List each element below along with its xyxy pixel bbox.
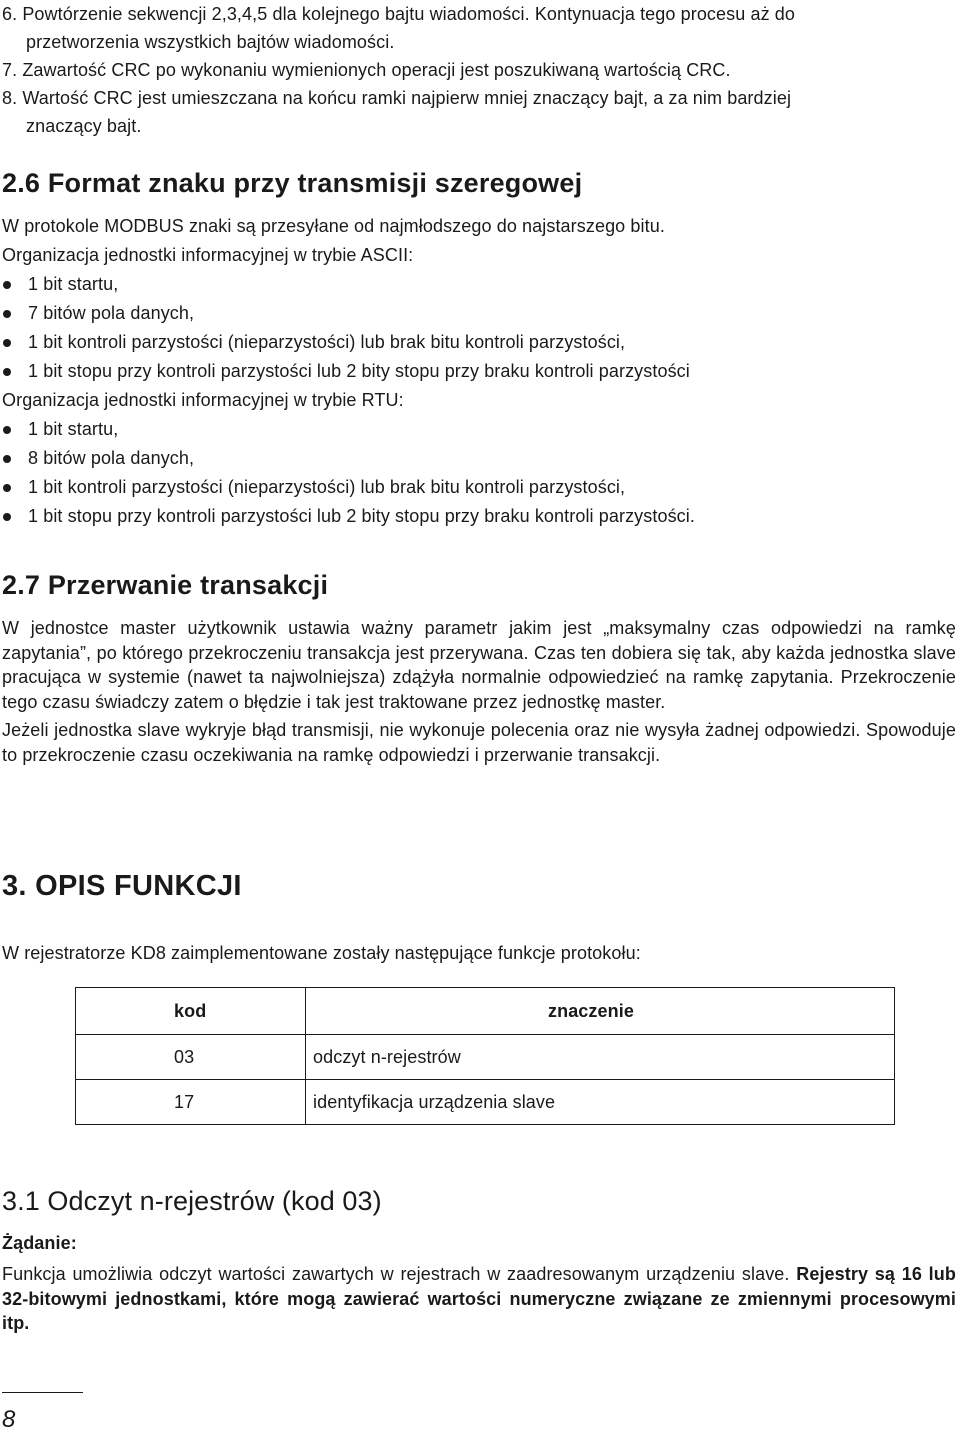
list-item-8 [2, 84, 956, 112]
table-header-znaczenie: znaczenie [306, 988, 895, 1035]
list-item: 1 bit startu, [2, 270, 956, 299]
list-item: 1 bit startu, [2, 415, 956, 444]
table-cell-meaning: odczyt n-rejestrów [306, 1035, 895, 1080]
table-row [76, 1035, 895, 1080]
list-item: 7 bitów pola danych, [2, 299, 956, 328]
section-3-1-heading: 3.1 Odczyt n-rejestrów (kod 03) [2, 1186, 382, 1216]
list-item-7 [2, 56, 956, 84]
table-cell-code: 03 [76, 1035, 306, 1080]
table-cell-meaning: identyfikacja urządzenia slave [306, 1080, 895, 1125]
list-item-8-continuation: znaczący bajt. [26, 116, 142, 136]
ascii-bullet-list [2, 270, 956, 386]
table-header-kod: kod [76, 988, 306, 1035]
list-number: 8. [2, 88, 18, 108]
numbered-list [2, 0, 956, 140]
list-item: 1 bit kontroli parzystości (nieparzystości) lub brak bitu kontroli parzystości, [2, 328, 956, 357]
paragraph-normal-text: Funkcja umożliwia odczyt wartości zawartych w rejestrach w zaadresowanym urządzeniu slave. [2, 1264, 797, 1284]
table-cell-code: 17 [174, 1091, 195, 1112]
section-2-6-heading: 2.6 Format znaku przy transmisji szeregowej [2, 168, 583, 198]
table-row [76, 1080, 895, 1125]
section-2-7-body [2, 616, 956, 767]
list-item: 8 bitów pola danych, [2, 444, 956, 473]
paragraph-bold-text: Rejestry są 16 lub 32-bitowymi jednostkami, które mogą zawierać wartości numeryczne związane ze zmiennymi procesowymi itp. [2, 1264, 956, 1333]
rtu-bullet-list [2, 415, 956, 531]
list-number: 6. [2, 4, 18, 24]
table-header-row [76, 988, 895, 1035]
list-text: Zawartość CRC po wykonaniu wymienionych operacji jest poszukiwaną wartością CRC. [22, 60, 731, 80]
list-item-6 [2, 0, 956, 28]
list-text: Powtórzenie sekwencji 2,3,4,5 dla kolejnego bajtu wiadomości. Kontynuacja tego procesu aż do [22, 4, 795, 24]
list-number: 7. [2, 60, 18, 80]
page-number: 8 [2, 1406, 16, 1433]
section-2-7-paragraph-2: Jeżeli jednostka slave wykryje błąd transmisji, nie wykonuje polecenia oraz nie wysyła żadnej odpowiedzi. Spowoduje to przekroczenie czasu oczekiwania na ramkę odpowiedzi i przerwanie transakcji. [2, 720, 956, 765]
footer-divider [2, 1392, 83, 1393]
ascii-label: Organizacja jednostki informacyjnej w trybie ASCII: [2, 245, 414, 265]
section-3-1-paragraph [2, 1262, 956, 1336]
rtu-label: Organizacja jednostki informacyjnej w trybie RTU: [2, 390, 404, 410]
section-2-7-paragraph-1: W jednostce master użytkownik ustawia ważny parametr jakim jest „maksymalny czas odpowiedzi na ramkę zapytania”, po którego przekroczeniu transakcja jest przerywana. Czas ten dobiera się tak, aby każda jednostka slave pracująca w systemie (nawet ta najwolniejsza) zdążyła normalnie odpowiedzieć na ramkę zapytania. Przekroczenie tego czasu świadczy zatem o błędzie i tak jest traktowane przez jednostkę master. [2, 618, 956, 712]
section-2-6-body [2, 212, 956, 531]
section-3-heading: 3. OPIS FUNKCJI [2, 870, 242, 902]
list-item: 1 bit stopu przy kontroli parzystości lub 2 bity stopu przy braku kontroli parzystości. [2, 502, 956, 531]
list-item: 1 bit kontroli parzystości (nieparzystości) lub brak bitu kontroli parzystości, [2, 473, 956, 502]
list-item: 1 bit stopu przy kontroli parzystości lub 2 bity stopu przy braku kontroli parzystości [2, 357, 956, 386]
section-3-intro: W rejestratorze KD8 zaimplementowane zostały następujące funkcje protokołu: [2, 943, 641, 963]
request-label: Żądanie: [2, 1233, 77, 1253]
list-text: Wartość CRC jest umieszczana na końcu ramki najpierw mniej znaczący bajt, a za nim bardziej [22, 88, 792, 108]
section-2-7-heading: 2.7 Przerwanie transakcji [2, 570, 329, 600]
functions-table [75, 987, 895, 1125]
list-item-6-continuation: przetworzenia wszystkich bajtów wiadomości. [26, 32, 395, 52]
section-2-6-intro: W protokole MODBUS znaki są przesyłane od najmłodszego do najstarszego bitu. [2, 216, 665, 236]
